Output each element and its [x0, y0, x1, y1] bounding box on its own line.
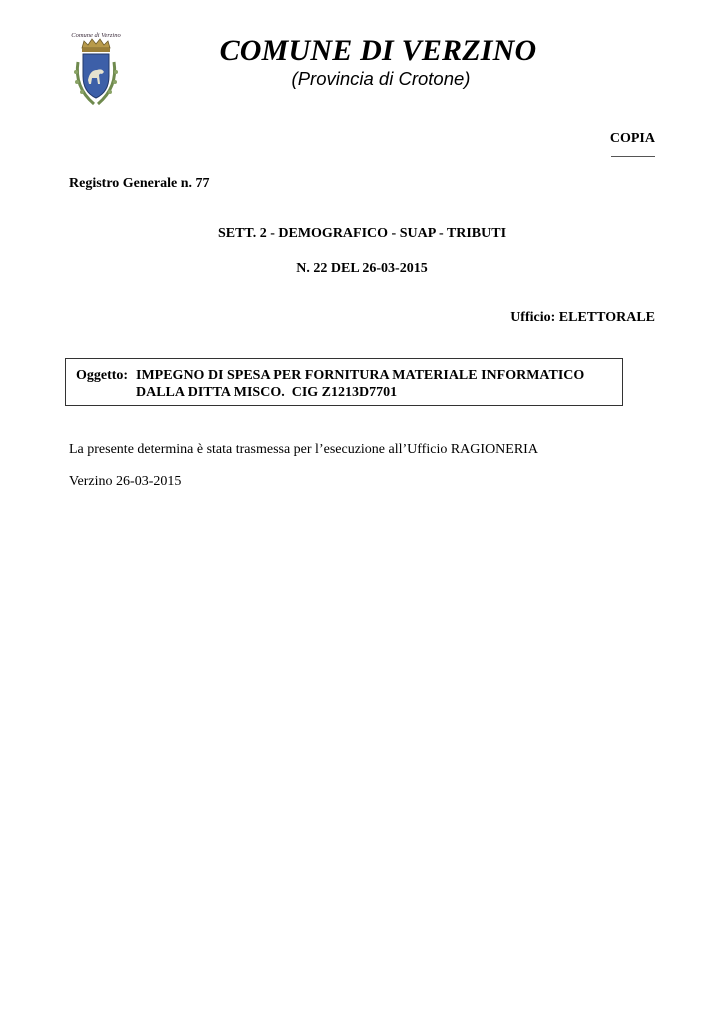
copy-underline [611, 156, 655, 157]
copy-label: COPIA [609, 131, 655, 146]
subject-line-1: IMPEGNO DI SPESA PER FORNITURA MATERIALE INFORMATICO [136, 368, 585, 383]
determination-number: N. 22 DEL 26-03-2015 [296, 261, 428, 276]
crest-caption: Comune di Verzino [71, 32, 121, 39]
page-title: COMUNE DI VERZINO [219, 34, 537, 67]
subject-box [65, 358, 623, 406]
general-register: Registro Generale n. 77 [69, 176, 210, 191]
office-label: Ufficio: ELETTORALE [510, 310, 655, 325]
page-subtitle: (Provincia di Crotone) [291, 68, 471, 89]
place-and-date: Verzino 26-03-2015 [69, 474, 182, 489]
subject-line-2: DALLA DITTA MISCO. CIG Z1213D7701 [136, 385, 398, 400]
subject-label: Oggetto: [76, 368, 129, 383]
transmission-note: La presente determina è stata trasmessa per l’esecuzione all’Ufficio RAGIONERIA [69, 442, 538, 457]
sector-heading: SETT. 2 - DEMOGRAFICO - SUAP - TRIBUTI [217, 226, 507, 241]
